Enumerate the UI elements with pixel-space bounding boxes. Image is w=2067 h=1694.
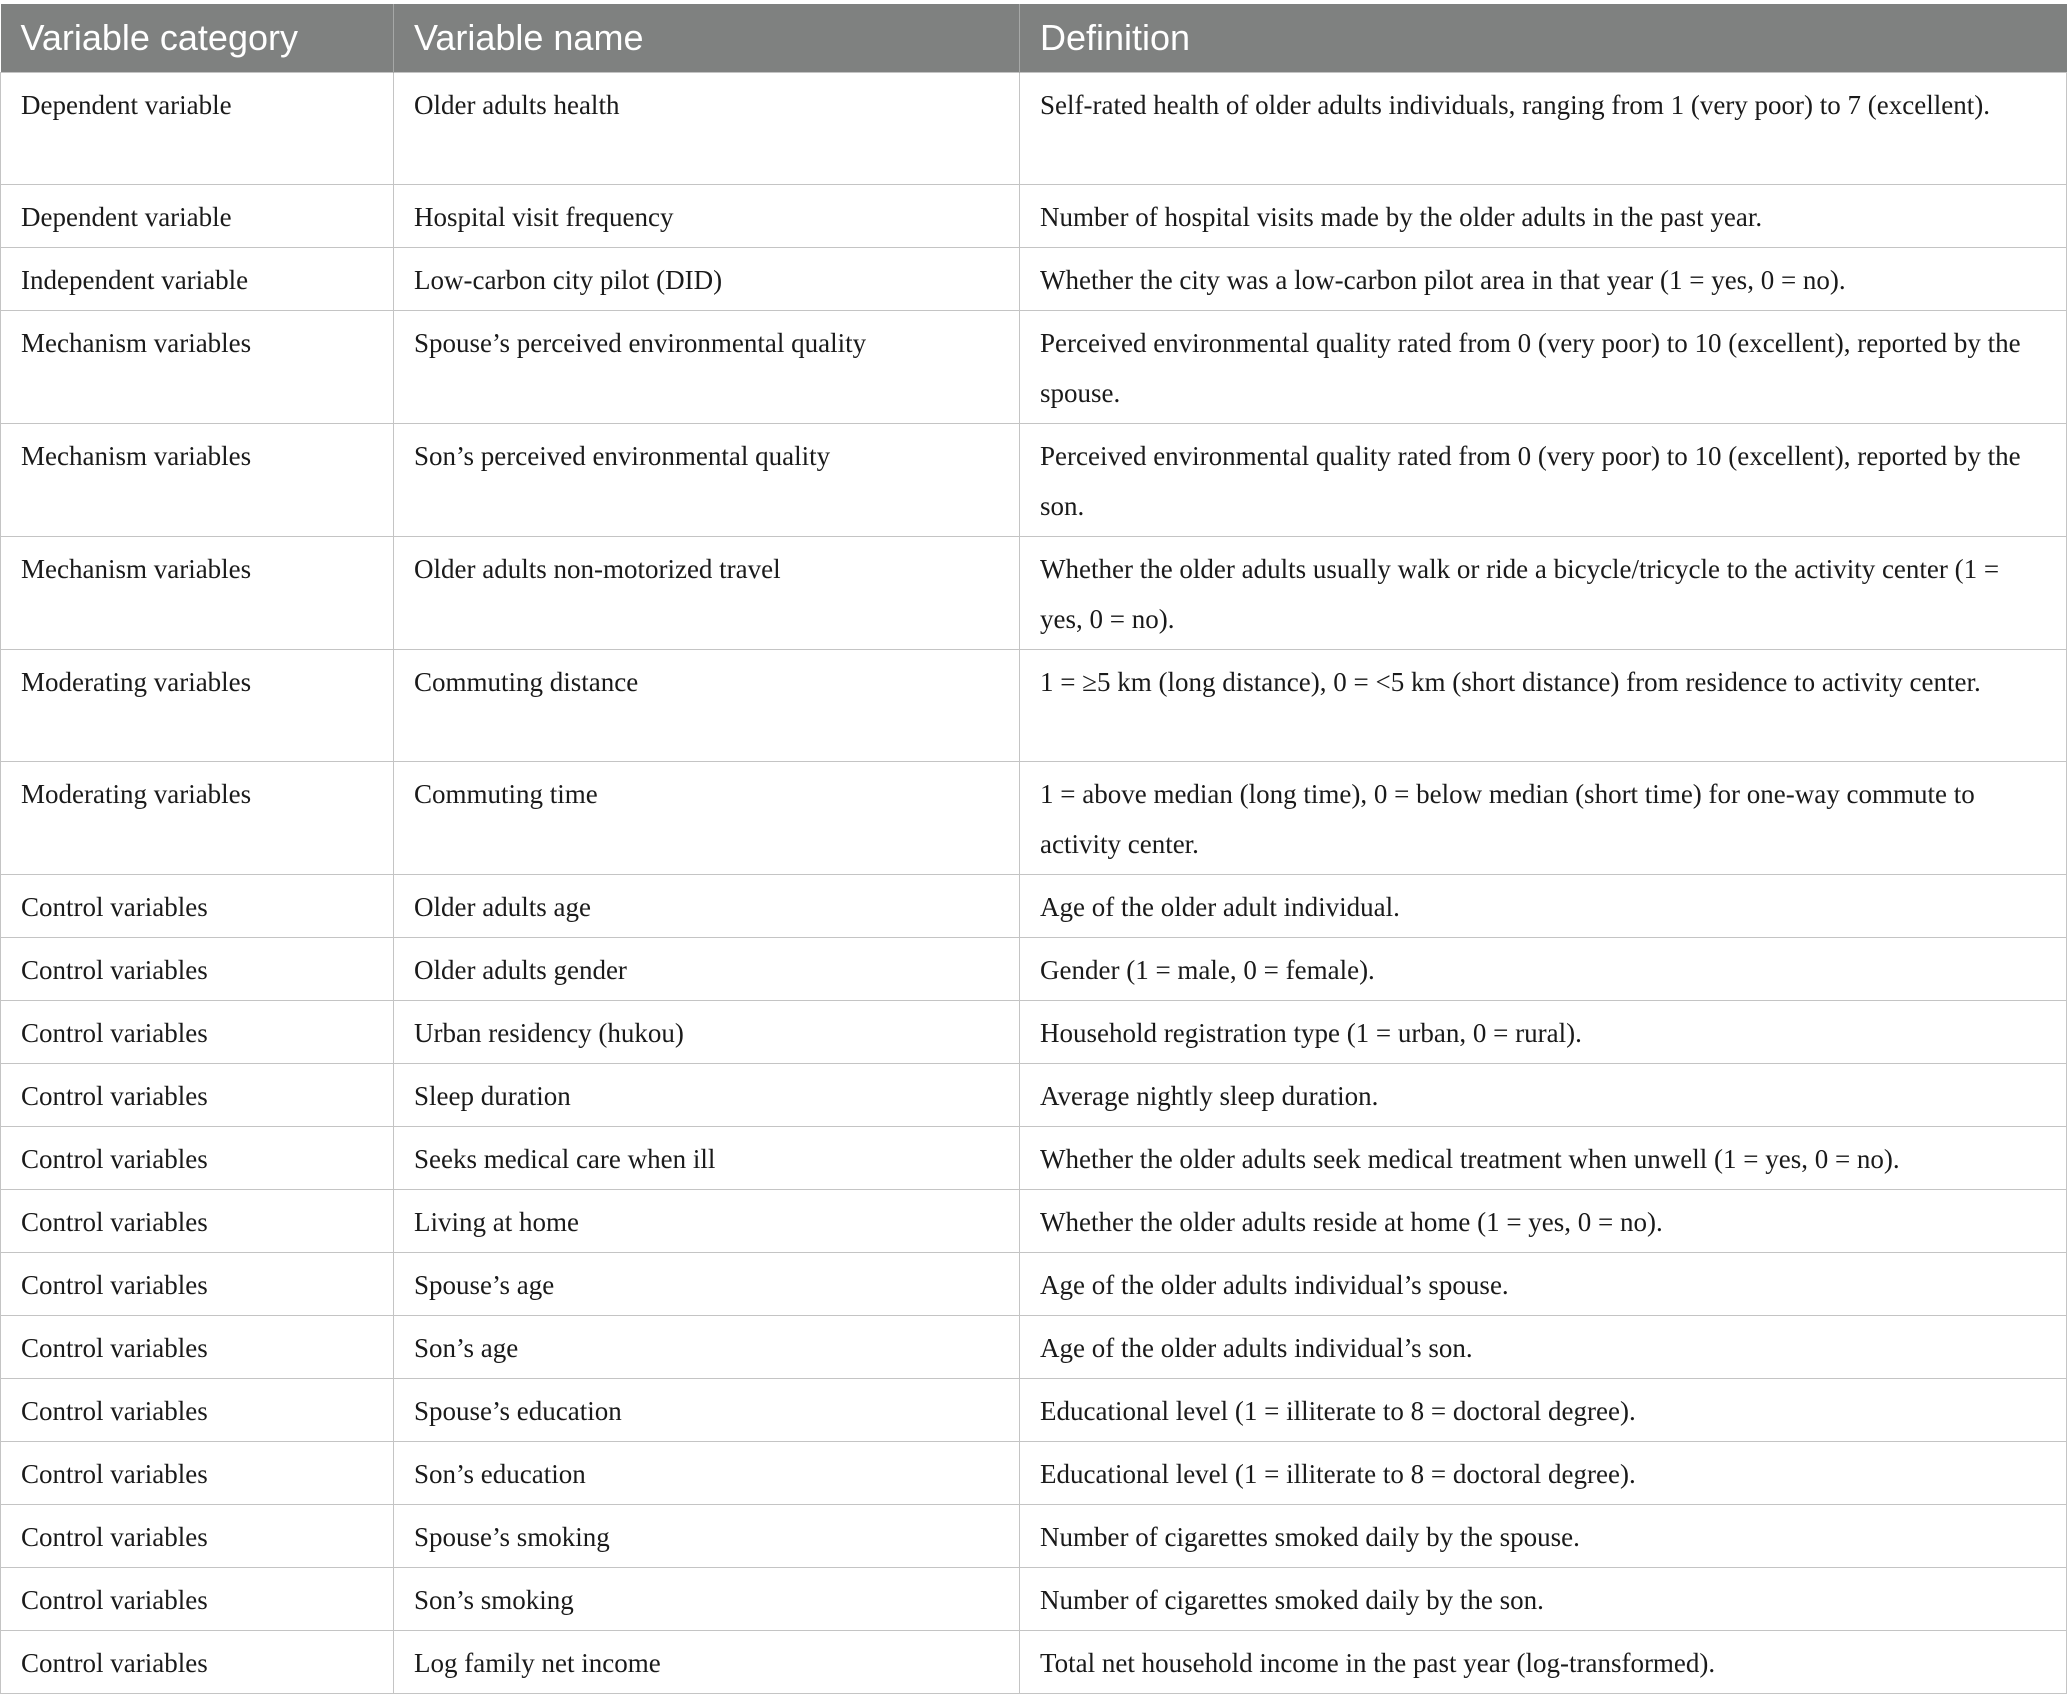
cell-variable-name: Spouse’s age xyxy=(394,1252,1020,1315)
cell-variable-name: Sleep duration xyxy=(394,1063,1020,1126)
table-row xyxy=(1,1063,2067,1126)
cell-variable-category: Mechanism variables xyxy=(1,536,394,649)
table-row xyxy=(1,1630,2067,1693)
cell-definition: Whether the older adults reside at home (1 = yes, 0 = no). xyxy=(1020,1189,2067,1252)
table-row xyxy=(1,1189,2067,1252)
table-row xyxy=(1,1378,2067,1441)
cell-variable-name: Older adults gender xyxy=(394,937,1020,1000)
table-row xyxy=(1,1567,2067,1630)
table-row xyxy=(1,1504,2067,1567)
cell-variable-name: Spouse’s perceived environmental quality xyxy=(394,310,1020,423)
cell-variable-name: Older adults health xyxy=(394,72,1020,184)
cell-definition: Age of the older adults individual’s son. xyxy=(1020,1315,2067,1378)
cell-variable-category: Moderating variables xyxy=(1,649,394,761)
cell-variable-category: Dependent variable xyxy=(1,184,394,247)
cell-variable-name: Seeks medical care when ill xyxy=(394,1126,1020,1189)
cell-definition: Perceived environmental quality rated from 0 (very poor) to 10 (excellent), reported by the spouse. xyxy=(1020,310,2067,423)
cell-definition: Educational level (1 = illiterate to 8 = doctoral degree). xyxy=(1020,1441,2067,1504)
cell-variable-category: Control variables xyxy=(1,1441,394,1504)
cell-definition: Average nightly sleep duration. xyxy=(1020,1063,2067,1126)
table-row xyxy=(1,184,2067,247)
cell-variable-category: Control variables xyxy=(1,1000,394,1063)
table-header xyxy=(1,4,2067,72)
table-row xyxy=(1,247,2067,310)
cell-variable-name: Son’s education xyxy=(394,1441,1020,1504)
cell-variable-name: Spouse’s smoking xyxy=(394,1504,1020,1567)
table-row xyxy=(1,1315,2067,1378)
cell-variable-name: Urban residency (hukou) xyxy=(394,1000,1020,1063)
cell-variable-name: Older adults non-motorized travel xyxy=(394,536,1020,649)
cell-definition: 1 = above median (long time), 0 = below median (short time) for one-way commute to activity center. xyxy=(1020,761,2067,874)
cell-variable-name: Low-carbon city pilot (DID) xyxy=(394,247,1020,310)
cell-variable-category: Control variables xyxy=(1,1504,394,1567)
cell-definition: 1 = ≥5 km (long distance), 0 = <5 km (short distance) from residence to activity center. xyxy=(1020,649,2067,761)
table-body xyxy=(1,72,2067,1693)
cell-definition: Gender (1 = male, 0 = female). xyxy=(1020,937,2067,1000)
cell-variable-category: Mechanism variables xyxy=(1,423,394,536)
cell-definition: Age of the older adult individual. xyxy=(1020,874,2067,937)
cell-definition: Perceived environmental quality rated from 0 (very poor) to 10 (excellent), reported by the son. xyxy=(1020,423,2067,536)
cell-variable-name: Son’s age xyxy=(394,1315,1020,1378)
cell-variable-name: Log family net income xyxy=(394,1630,1020,1693)
table-row xyxy=(1,72,2067,184)
cell-definition: Whether the older adults usually walk or ride a bicycle/tricycle to the activity center (1 = yes, 0 = no). xyxy=(1020,536,2067,649)
cell-variable-name: Son’s smoking xyxy=(394,1567,1020,1630)
table-row xyxy=(1,310,2067,423)
table-row xyxy=(1,874,2067,937)
table-row xyxy=(1,423,2067,536)
cell-definition: Household registration type (1 = urban, 0 = rural). xyxy=(1020,1000,2067,1063)
table-row xyxy=(1,1252,2067,1315)
header-variable-name: Variable name xyxy=(394,4,1020,72)
cell-definition: Self-rated health of older adults individuals, ranging from 1 (very poor) to 7 (excellent). xyxy=(1020,72,2067,184)
cell-variable-name: Commuting time xyxy=(394,761,1020,874)
table-row xyxy=(1,1126,2067,1189)
table-row xyxy=(1,1000,2067,1063)
table-row xyxy=(1,937,2067,1000)
cell-variable-category: Control variables xyxy=(1,1189,394,1252)
cell-variable-category: Control variables xyxy=(1,1378,394,1441)
cell-variable-category: Dependent variable xyxy=(1,72,394,184)
cell-variable-category: Control variables xyxy=(1,1567,394,1630)
table-row xyxy=(1,761,2067,874)
cell-variable-category: Control variables xyxy=(1,874,394,937)
cell-definition: Whether the older adults seek medical treatment when unwell (1 = yes, 0 = no). xyxy=(1020,1126,2067,1189)
cell-variable-name: Hospital visit frequency xyxy=(394,184,1020,247)
cell-variable-category: Control variables xyxy=(1,1630,394,1693)
cell-variable-name: Commuting distance xyxy=(394,649,1020,761)
cell-variable-category: Moderating variables xyxy=(1,761,394,874)
table-row xyxy=(1,536,2067,649)
cell-variable-name: Older adults age xyxy=(394,874,1020,937)
cell-definition: Age of the older adults individual’s spouse. xyxy=(1020,1252,2067,1315)
variables-table xyxy=(0,4,2067,1694)
cell-variable-category: Control variables xyxy=(1,1063,394,1126)
cell-variable-category: Control variables xyxy=(1,1252,394,1315)
cell-variable-category: Mechanism variables xyxy=(1,310,394,423)
cell-variable-category: Independent variable xyxy=(1,247,394,310)
header-variable-category: Variable category xyxy=(1,4,394,72)
cell-definition: Educational level (1 = illiterate to 8 = doctoral degree). xyxy=(1020,1378,2067,1441)
cell-variable-category: Control variables xyxy=(1,1315,394,1378)
header-row xyxy=(1,4,2067,72)
variables-table-container xyxy=(0,4,2067,1694)
cell-variable-name: Son’s perceived environmental quality xyxy=(394,423,1020,536)
cell-definition: Total net household income in the past year (log-transformed). xyxy=(1020,1630,2067,1693)
table-row xyxy=(1,649,2067,761)
cell-variable-name: Spouse’s education xyxy=(394,1378,1020,1441)
cell-definition: Number of cigarettes smoked daily by the spouse. xyxy=(1020,1504,2067,1567)
cell-variable-category: Control variables xyxy=(1,937,394,1000)
cell-definition: Number of cigarettes smoked daily by the son. xyxy=(1020,1567,2067,1630)
table-row xyxy=(1,1441,2067,1504)
cell-variable-name: Living at home xyxy=(394,1189,1020,1252)
cell-definition: Number of hospital visits made by the older adults in the past year. xyxy=(1020,184,2067,247)
header-definition: Definition xyxy=(1020,4,2067,72)
cell-variable-category: Control variables xyxy=(1,1126,394,1189)
cell-definition: Whether the city was a low-carbon pilot area in that year (1 = yes, 0 = no). xyxy=(1020,247,2067,310)
